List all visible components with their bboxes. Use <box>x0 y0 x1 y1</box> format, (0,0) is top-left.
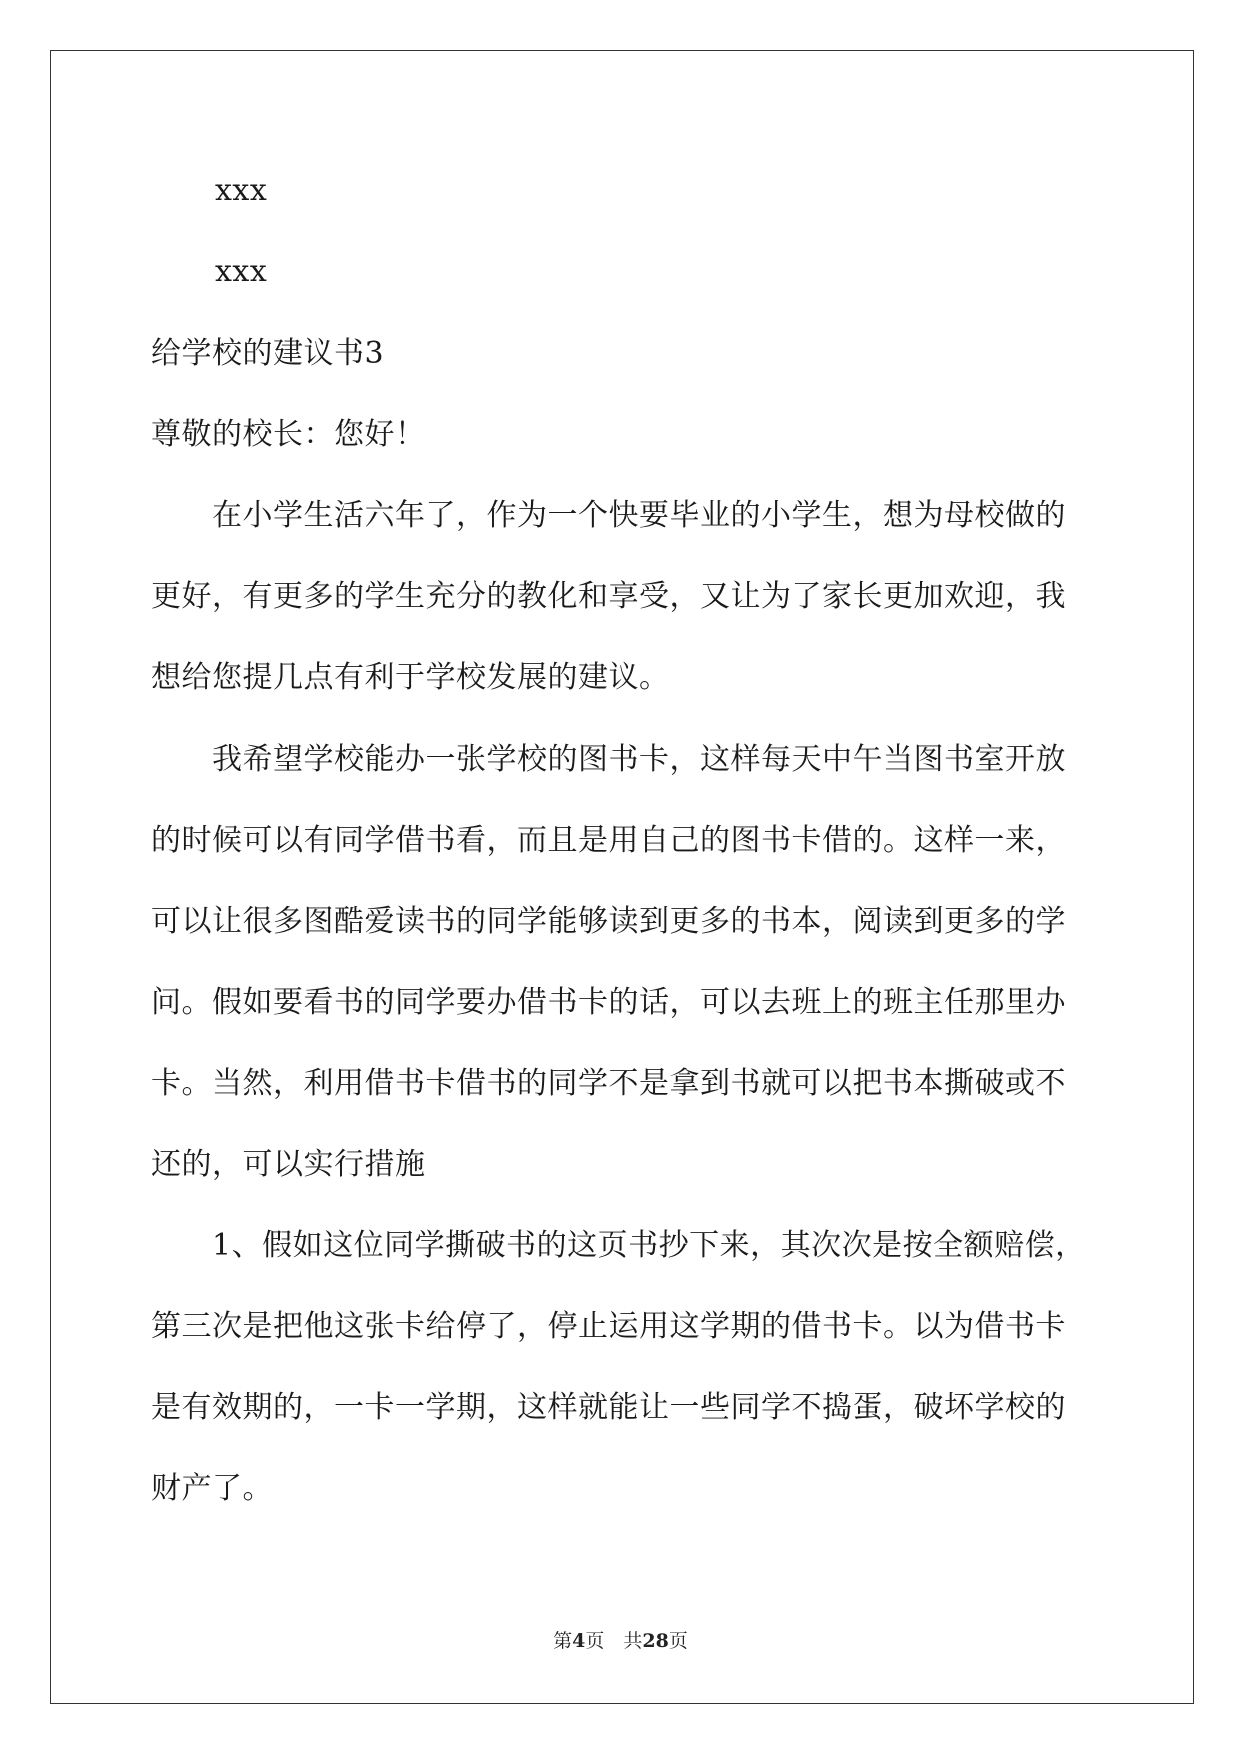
paragraph-line: 第三次是把他这张卡给停了，停止运用这学期的借书卡。以为借书卡 <box>151 1309 1066 1344</box>
paragraph-line: 在小学生活六年了，作为一个快要毕业的小学生，想为母校做的 <box>151 498 1066 533</box>
page-footer <box>0 1626 1241 1653</box>
greeting: 尊敬的校长：您好！ <box>151 417 426 452</box>
paragraph-line: 问。假如要看书的同学要办借书卡的话，可以去班上的班主任那里办 <box>151 985 1066 1020</box>
paragraph <box>151 1205 1091 1529</box>
footer-prefix: 第 <box>553 1630 573 1652</box>
footer-suffix: 页 <box>668 1630 688 1652</box>
footer-total-pages: 28 <box>642 1630 669 1652</box>
paragraph-line: 是有效期的，一卡一学期，这样就能让一些同学不捣蛋，破坏学校的 <box>151 1390 1066 1425</box>
paragraph-line: 可以让很多图酷爱读书的同学能够读到更多的书本，阅读到更多的学 <box>151 904 1066 939</box>
paragraph-line: 财产了。 <box>151 1471 273 1506</box>
paragraph-line: 卡。当然，利用借书卡借书的同学不是拿到书就可以把书本撕破或不 <box>151 1066 1066 1101</box>
signature-line: xxx <box>215 173 268 208</box>
paragraph-line: 的时候可以有同学借书看，而且是用自己的图书卡借的。这样一来， <box>151 823 1066 858</box>
paragraph-line: 1、假如这位同学撕破书的这页书抄下来，其次次是按全额赔偿， <box>151 1228 1086 1263</box>
section-title: 给学校的建议书3 <box>151 336 385 371</box>
paragraph-line: 我希望学校能办一张学校的图书卡，这样每天中午当图书室开放 <box>151 742 1066 777</box>
paragraph-line: 想给您提几点有利于学校发展的建议。 <box>151 660 670 695</box>
signature-line: xxx <box>215 254 268 289</box>
footer-middle: 页 共 <box>585 1630 643 1652</box>
paragraph-line: 更好，有更多的学生充分的教化和享受，又让为了家长更加欢迎，我 <box>151 579 1066 614</box>
footer-page-number: 4 <box>572 1630 586 1652</box>
paragraph <box>151 719 1091 1205</box>
paragraph-line: 还的，可以实行措施 <box>151 1147 426 1182</box>
paragraph <box>151 475 1091 718</box>
